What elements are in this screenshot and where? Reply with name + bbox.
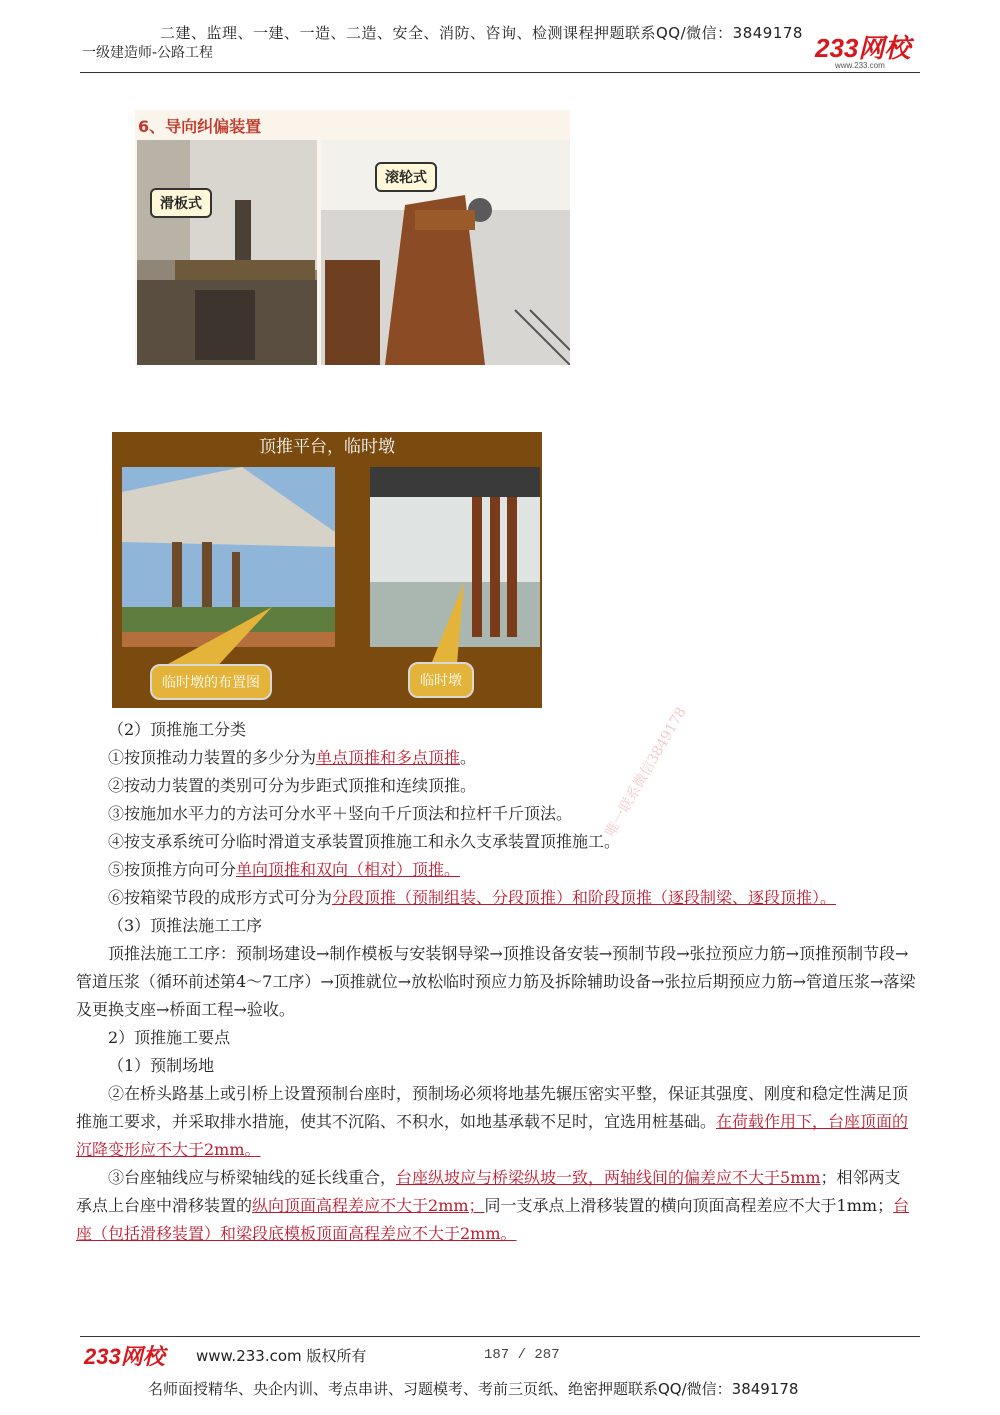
paragraph-2	[76, 1164, 916, 1248]
item-5-highlight: 单向顶推和双向（相对）顶推。	[236, 860, 461, 879]
item-1-highlight: 单点顶推和多点顶推	[316, 748, 461, 767]
points-title: 2）顶推施工要点	[108, 1028, 231, 1047]
label-slide-plate: 滑板式	[150, 188, 212, 218]
item-6-highlight: 分段顶推（预制组装、分段顶推）和阶段顶推（逐段制梁、逐段顶推）。	[332, 888, 837, 907]
page-number: 187 / 287	[484, 1347, 560, 1363]
logo-text: 233网校	[815, 33, 911, 63]
item-1-end: 。	[460, 748, 477, 767]
body-text	[76, 716, 916, 1248]
item-4: ④按支承系统可分临时滑道支承装置顶推施工和永久支承装置顶推施工。	[108, 832, 621, 851]
section-2-title: （2）顶推施工分类	[108, 720, 247, 739]
footer-logo: 233网校	[84, 1344, 165, 1369]
header-subtitle: 一级建造师-公路工程	[82, 45, 214, 61]
paragraph-1-highlight: 在荷载作用下，台座顶面的沉降变形应不大于2mm。	[76, 1112, 909, 1159]
item-1	[76, 744, 916, 772]
item-6	[76, 884, 916, 912]
section-3-text: 顶推法施工工序：预制场建设→制作模板与安装钢导梁→顶推设备安装→预制节段→张拉预应力筋→顶推预制节段→管道压浆（循环前述第4～7工序）→顶推就位→放松临时预应力筋及拆除辅助设备→张拉后期预应力筋→管道压浆→落梁及更换支座→桥面工程→验收。	[76, 944, 916, 1019]
paragraph-2-highlight-b: 纵向顶面高程差应不大于2mm；	[252, 1196, 485, 1215]
header-divider	[80, 72, 920, 73]
item-3: ③按施加水平力的方法可分水平＋竖向千斤顶法和拉杆千斤顶法。	[108, 804, 573, 823]
footer-divider	[80, 1336, 920, 1337]
header-top-line: 二建、监理、一建、一造、二造、安全、消防、咨询、检测课程押题联系QQ/微信：3849178	[160, 24, 803, 42]
paragraph-2-text-a: ③台座轴线应与桥梁轴线的延长线重合，	[108, 1168, 397, 1187]
guide-device-photo	[135, 110, 570, 365]
header-logo	[815, 28, 910, 70]
item-5-text: ⑤按顶推方向可分	[108, 860, 237, 879]
figure1-title: 6、导向纠偏装置	[138, 117, 262, 136]
item-1-text: ①按顶推动力装置的多少分为	[108, 748, 317, 767]
label-temp-pier: 临时墩	[408, 662, 474, 698]
footer-bottom-line: 名师面授精华、央企内训、考点串讲、习题模考、考前三页纸、绝密押题联系QQ/微信：3849178	[148, 1380, 799, 1398]
paragraph-1-text: ②在桥头路基上或引桥上设置预制台座时，预制场必须将地基先辗压密实平整，保证其强度、刚度和稳定性满足顶推施工要求，并采取排水措施，使其不沉陷、不积水，如地基承载不足时，宜选用桩基础。	[76, 1084, 909, 1131]
footer-site: www.233.com 版权所有	[196, 1347, 367, 1365]
paragraph-2-text-c: 同一支承点上滑移装置的横向顶面高程差应不大于1mm；	[484, 1196, 894, 1215]
paragraph-2-text-b: ；相邻两支承点上台座中滑移装置的	[76, 1168, 901, 1215]
watermark: 唯一联系微信3849178	[602, 704, 690, 840]
label-temp-pier-layout: 临时墩的布置图	[150, 664, 272, 700]
paragraph-2-highlight-a: 台座纵坡应与桥梁纵坡一致，两轴线间的偏差应不大于5mm	[396, 1168, 821, 1187]
logo-url: www.233.com	[835, 61, 885, 70]
points-subtitle: （1）预制场地	[108, 1056, 215, 1075]
paragraph-1	[76, 1080, 916, 1164]
item-2: ②按动力装置的类别可分为步距式顶推和连续顶推。	[108, 776, 477, 795]
paragraph-2-highlight-c: 台座（包括滑移装置）和梁段底模板顶面高程差应不大于2mm。	[76, 1196, 910, 1243]
item-6-text: ⑥按箱梁节段的成形方式可分为	[108, 888, 333, 907]
figure2-title: 顶推平台，临时墩	[259, 437, 395, 457]
label-roller: 滚轮式	[375, 162, 437, 192]
item-5	[76, 856, 916, 884]
section-3-title: （3）顶推法施工工序	[108, 916, 263, 935]
